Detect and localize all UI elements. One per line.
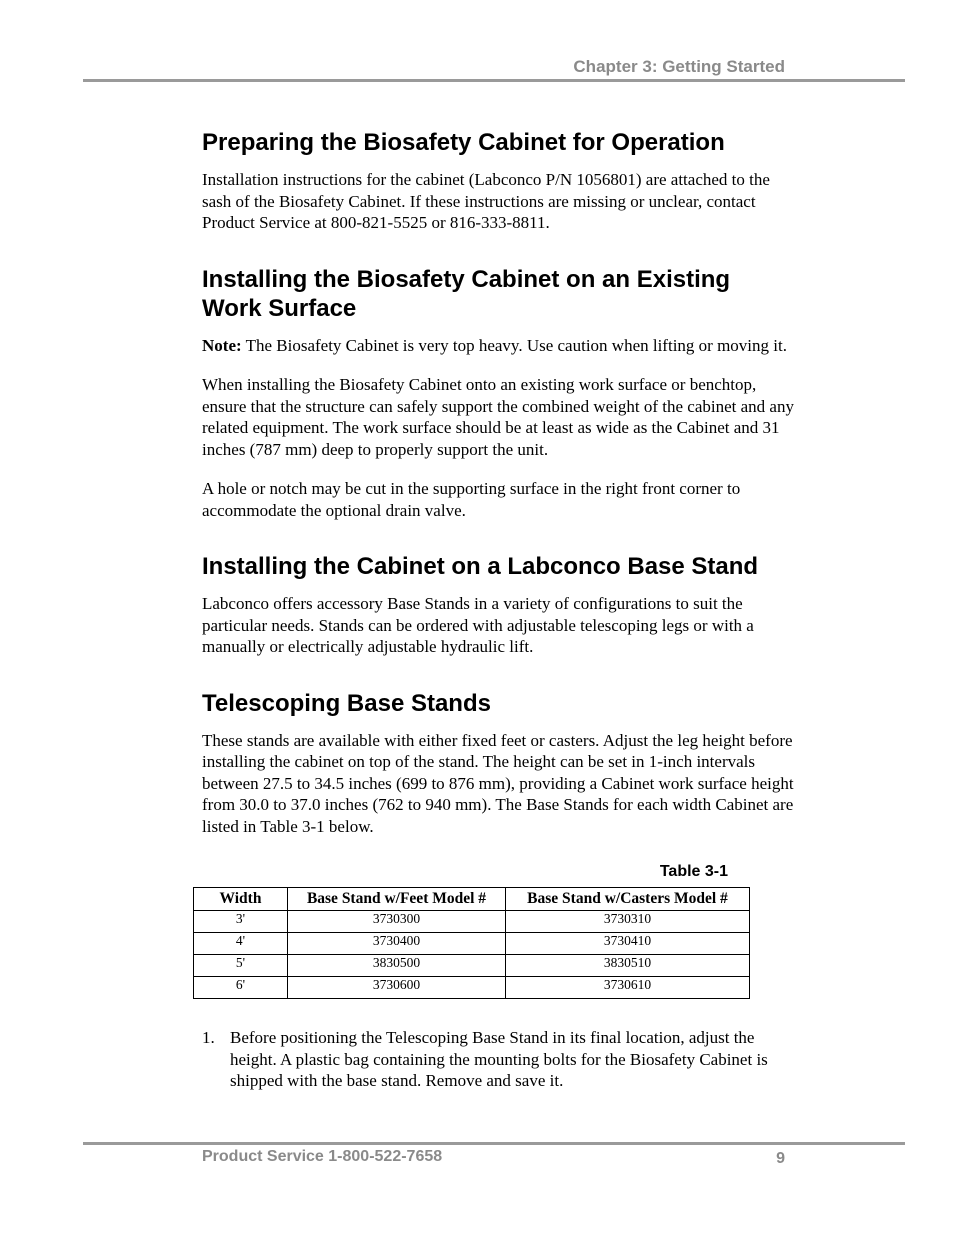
heading-existing-surface: Installing the Biosafety Cabinet on an Existing Work Surface <box>202 265 731 322</box>
table-row <box>194 955 750 977</box>
table-cell: 6' <box>194 977 288 999</box>
table-cell: 3830510 <box>506 955 750 977</box>
table-row <box>194 911 750 933</box>
list-number: 1. <box>202 1028 215 1047</box>
table-cell: 3730300 <box>288 911 506 933</box>
heading-preparing: Preparing the Biosafety Cabinet for Operation <box>202 129 725 156</box>
note-text: The Biosafety Cabinet is very top heavy. Use caution when lifting or moving it. <box>241 335 787 355</box>
paragraph-existing-surface: When installing the Biosafety Cabinet onto an existing work surface or benchtop, ensure that the structure can safely support the combined weight of the cabinet and any related equipment. The work surface should be at least as wide as the Cabinet and 31 inches (787 mm) deep to properly support the unit. <box>202 375 794 459</box>
table-cell: 5' <box>194 955 288 977</box>
table-cell: 3730610 <box>506 977 750 999</box>
page-content <box>202 128 794 1092</box>
table-header-row <box>194 888 750 911</box>
header-rule <box>83 79 905 82</box>
footer-rule <box>83 1142 905 1145</box>
list-item <box>202 1027 794 1092</box>
table-cell: 3730410 <box>506 933 750 955</box>
table-header-width: Width <box>194 888 288 911</box>
list-text: Before positioning the Telescoping Base Stand in its final location, adjust the height. A plastic bag containing the mounting bolts for the Biosafety Cabinet is shipped with the base stand. Remove and save it. <box>230 1028 768 1090</box>
footer-service-phone: Product Service 1-800-522-7658 <box>202 1148 443 1165</box>
paragraph-drain-valve: A hole or notch may be cut in the supporting surface in the right front corner to accommodate the optional drain valve. <box>202 479 741 520</box>
table-header-casters: Base Stand w/Casters Model # <box>506 888 750 911</box>
table-cell: 3730400 <box>288 933 506 955</box>
table-cell: 3730310 <box>506 911 750 933</box>
paragraph-preparing: Installation instructions for the cabinet (Labconco P/N 1056801) are attached to the sash of the Biosafety Cabinet. If these instructions are missing or unclear, contact Product Service at 800-821-5525 or 816-333-8811. <box>202 170 770 232</box>
note-label: Note: <box>202 335 242 355</box>
paragraph-telescoping: These stands are available with either fixed feet or casters. Adjust the leg height before installing the cabinet on top of the stand. The height can be set in 1-inch intervals between 27.5 to 34.5 inches (699 to 876 mm), providing a Cabinet work surface height from 30.0 to 37.0 inches (762 to 940 mm). The Base Stands for each width Cabinet are listed in Table 3-1 below. <box>202 730 794 836</box>
table-row <box>194 933 750 955</box>
table-cell: 4' <box>194 933 288 955</box>
table-cell: 3' <box>194 911 288 933</box>
table-cell: 3730600 <box>288 977 506 999</box>
table-row <box>194 977 750 999</box>
heading-telescoping: Telescoping Base Stands <box>202 689 491 717</box>
base-stand-table <box>193 887 750 999</box>
table-cell: 3830500 <box>288 955 506 977</box>
paragraph-base-stand: Labconco offers accessory Base Stands in a variety of configurations to suit the particular needs. Stands can be ordered with adjustable telescoping legs or with a manually or electrically adjustable hydraulic lift. <box>202 594 754 656</box>
heading-base-stand: Installing the Cabinet on a Labconco Base Stand <box>202 553 759 580</box>
paragraph-note <box>202 335 794 357</box>
running-header: Chapter 3: Getting Started <box>573 57 785 76</box>
table-caption: Table 3-1 <box>659 863 728 880</box>
table-header-feet: Base Stand w/Feet Model # <box>288 888 506 911</box>
page-number: 9 <box>776 1150 785 1167</box>
